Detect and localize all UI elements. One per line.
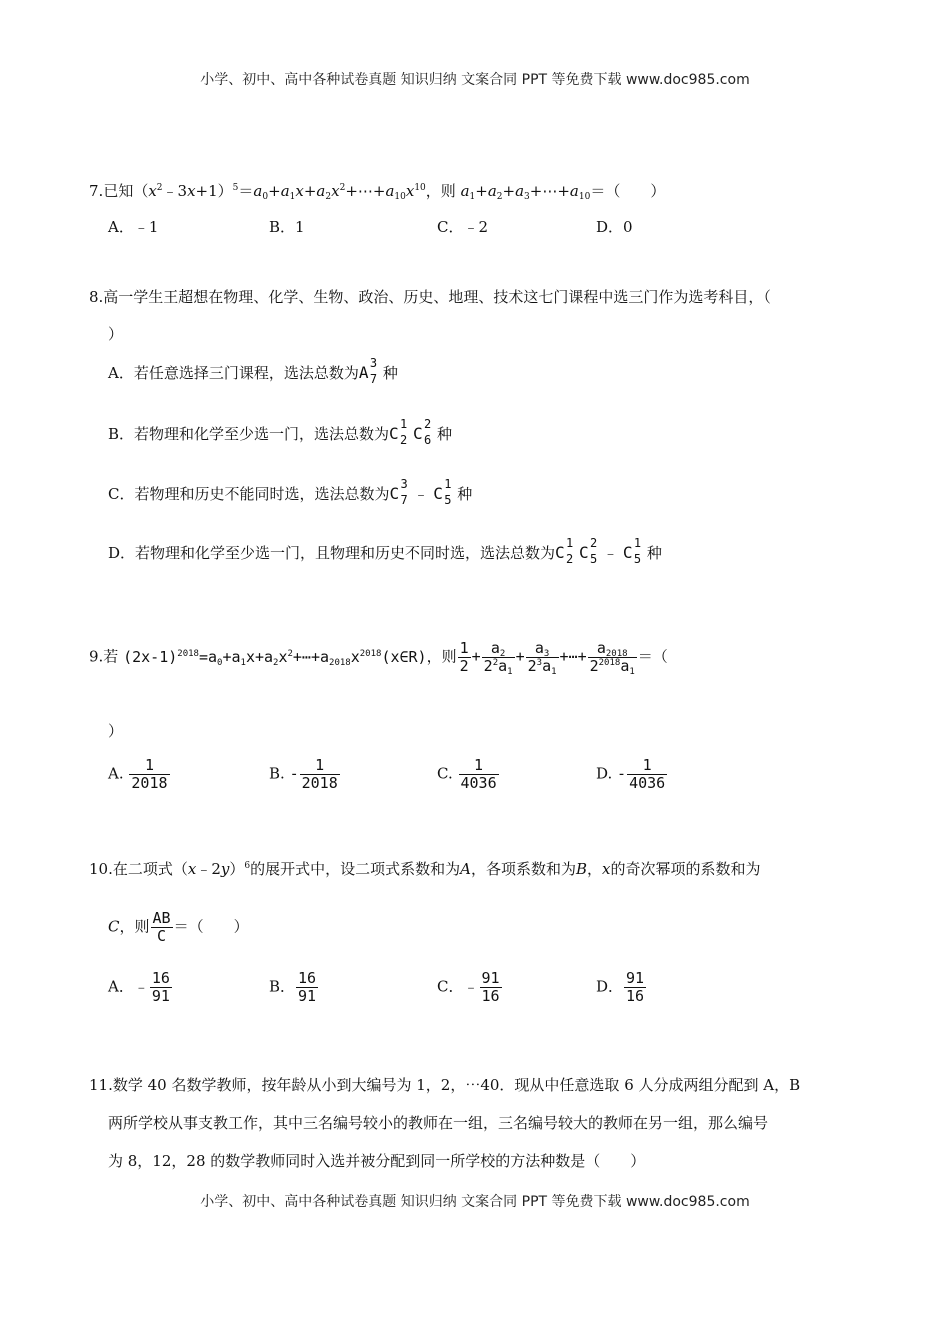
q9-option-b: B. - $\frac{1}{2018}$ [269,756,338,792]
q7-option-a: A．﹣1 [108,218,159,236]
q8-option-a: A．若任意选择三门课程，选法总数为 A 3 7 种 [108,356,398,386]
question-11-line-3: 为 8，12，28 的数学教师同时入选并被分配到同一所学校的方法种数是（ ） [108,1152,646,1170]
combination-c62: C 2 6 [413,417,432,447]
q8-option-c: C．若物理和历史不能同时选，选法总数为 C 3 7 ﹣ C 1 5 种 [108,477,473,507]
permutation-a73: A 3 7 [358,356,378,386]
question-11-line-1: 11.数学 40 名数学教师，按年龄从小到大编号为 1，2，⋯40．现从中任意选取 6 人分成两组分配到 A，B [89,1076,801,1094]
q9-option-a: A. $\frac{1}{2018}$ [108,756,168,792]
question-8-stem-cont: ） [108,325,124,343]
question-8-stem: 8.高一学生王超想在物理、化学、生物、政治、历史、地理、技术这七门课程中选三门作为选考科目，（ [89,288,771,306]
combination-c51: C 1 5 [622,536,642,566]
q8-option-d: D．若物理和化学至少选一门，且物理和历史不同时选，选法总数为 C 1 2 C 2 5 ﹣ C 1 5 种 [108,536,662,566]
q7-option-c: C．﹣2 [437,218,489,236]
question-9-stem: 9.若 $(2x-1)^{2018}=a_0+a_1x+a_2x^2+\cdots+a_{2018}x^{2018}(x\in R)$，则 $\frac{1}{2}$ + $\frac{a_2}{2^2a_1}$ + $\frac{a_3}{2^3a_1}$ +⋯+ $\frac{a_{2018}}{2^{2018}a_1}$ ＝（ [89,639,668,677]
question-9-stem-cont: ） [108,722,124,740]
fraction-half: $\frac{1}{2}$ [459,639,469,675]
combination-c73: C 3 7 [389,477,408,507]
q8-option-b: B．若物理和化学至少选一门，选法总数为 C 1 2 C 2 6 种 [108,417,453,447]
q9-option-c: C. $\frac{1}{4036}$ [437,756,497,792]
page-footer: 小学、初中、高中各种试卷真题 知识归纳 文案合同 PPT 等免费下载 www.doc985.com [200,1194,750,1210]
question-10-stem-cont: C，则 $\frac{AB}{C}$ ＝（ ） [108,909,249,945]
q10-option-c: C．﹣ $\frac{91}{16}$ [437,969,500,1005]
combination-c21: C 1 2 [555,536,574,566]
q9-option-d: D. - $\frac{1}{4036}$ [596,756,666,792]
combination-c21: C 1 2 [389,417,408,447]
combination-c52: C 2 5 [579,536,598,566]
fraction-term-3: $\frac{a_3}{2^3a_1}$ [527,639,557,677]
q10-option-a: A．﹣ $\frac{16}{91}$ [108,969,170,1005]
question-11-line-2: 两所学校从事支教工作，其中三名编号较小的教师在一组，三名编号较大的教师在另一组，那么编号 [108,1114,769,1132]
q10-option-d: D． $\frac{91}{16}$ [596,969,645,1005]
question-10-stem: 10.在二项式（x﹣2y）$^6$的展开式中，设二项式系数和为A，各项系数和为B，x的奇次幂项的系数和为 [89,860,761,878]
fraction-term-2: $\frac{a_2}{2^2a_1}$ [483,639,513,677]
combination-c51: C 1 5 [433,477,452,507]
q7-option-d: D．0 [596,218,633,236]
q10-option-b: B． $\frac{16}{91}$ [269,969,317,1005]
page-header: 小学、初中、高中各种试卷真题 知识归纳 文案合同 PPT 等免费下载 www.doc985.com [200,72,750,88]
fraction-term-2018: $\frac{a_{2018}}{2^{2018}a_1}$ [589,639,635,677]
q7-option-b: B．1 [269,218,305,236]
question-7-stem: 7.已知$(x^2﹣3x+1)^5=a_0+a_1x+a_2x^2+\cdots+a_{10}x^{10}$，则 $a_1+a_2+a_3+\cdots+a_{10}=$（ ） [89,182,666,202]
fraction-ab-over-c: $\frac{AB}{C}$ [152,909,171,945]
